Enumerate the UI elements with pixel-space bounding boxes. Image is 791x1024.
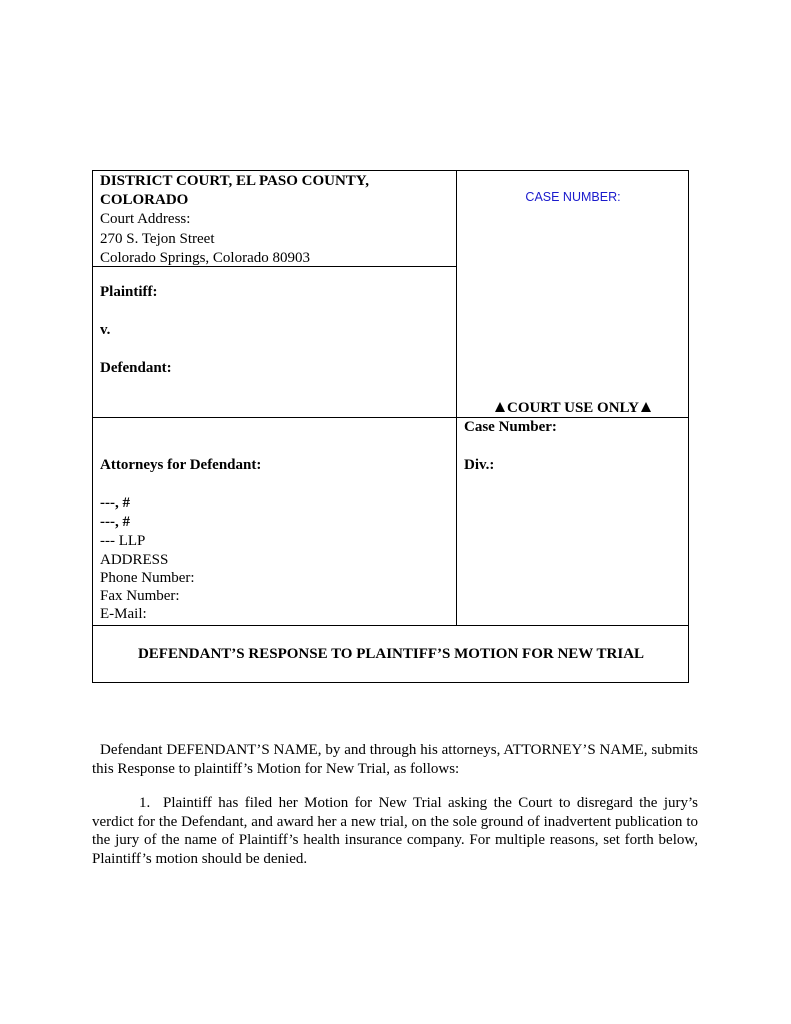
firm-address: ADDRESS — [100, 552, 169, 568]
case-number-label: Case Number: — [464, 419, 557, 435]
phone-number-label: Phone Number: — [100, 570, 195, 586]
law-firm-name: --- LLP — [100, 533, 146, 549]
triangle-up-icon — [495, 402, 505, 412]
court-name-line1: DISTRICT COURT, EL PASO COUNTY, — [100, 173, 369, 189]
court-use-only-label: COURT USE ONLY — [506, 400, 639, 416]
paragraph-number: 1. — [139, 795, 151, 811]
numbered-paragraph-1 — [92, 794, 698, 868]
case-number-placeholder: CASE NUMBER: — [525, 190, 621, 204]
court-name-line2: COLORADO — [100, 192, 189, 209]
division-label: Div.: — [464, 457, 495, 473]
defendant-label: Defendant: — [100, 360, 172, 376]
case-number-cell — [457, 171, 689, 418]
court-street: 270 S. Tejon Street — [100, 230, 215, 247]
case-division-cell — [457, 418, 689, 626]
document-title-cell — [93, 626, 689, 683]
attorney-name-1: ---, # — [100, 495, 130, 511]
court-info-cell — [93, 171, 457, 267]
case-caption-table — [92, 170, 689, 683]
plaintiff-label: Plaintiff: — [100, 284, 158, 300]
fax-number-label: Fax Number: — [100, 588, 180, 604]
versus-label: v. — [100, 322, 111, 338]
email-label: E-Mail: — [100, 606, 147, 622]
court-address-label: Court Address: — [100, 211, 191, 228]
court-use-only-marker — [457, 400, 689, 417]
attorneys-for-defendant-label: Attorneys for Defendant: — [100, 457, 262, 473]
court-city: Colorado Springs, Colorado 80903 — [100, 249, 310, 266]
parties-cell — [93, 267, 457, 418]
triangle-up-icon — [641, 402, 651, 412]
attorney-info-cell — [93, 418, 457, 626]
intro-paragraph: Defendant DEFENDANT’S NAME, by and through his attorneys, ATTORNEY’S NAME, submits this Response to plaintiff’s Motion for New Trial, as follows: — [92, 742, 698, 777]
document-title: DEFENDANT’S RESPONSE TO PLAINTIFF’S MOTION FOR NEW TRIAL — [137, 646, 645, 662]
attorney-name-2: ---, # — [100, 514, 130, 530]
paragraph-1-text: Plaintiff has filed her Motion for New Trial asking the Court to disregard the jury’s verdict for the Defendant, and award her a new trial, on the sole ground of inadvertent publication to the jury of the name of Plaintiff’s health insurance company. For multiple reasons, set forth below, Plaintiff’s motion should be denied. — [92, 795, 698, 867]
